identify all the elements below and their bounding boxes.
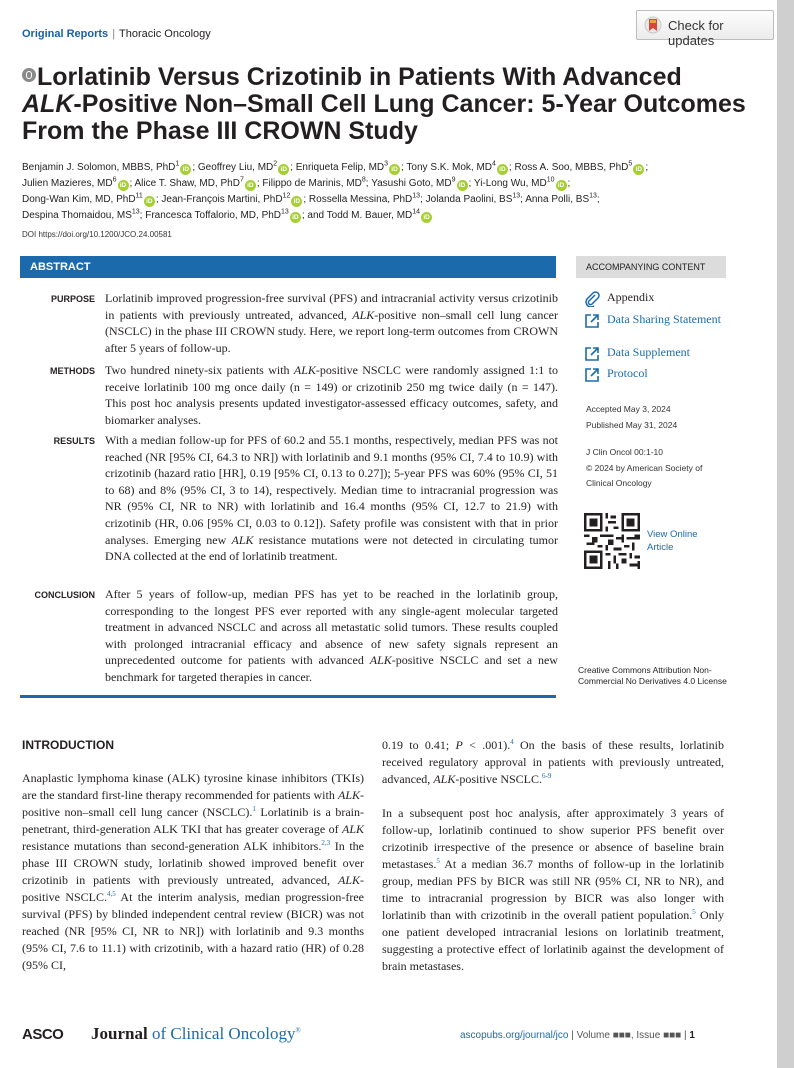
bookmark-update-icon (644, 16, 662, 34)
author-name: Enriqueta Felip, MD (295, 162, 385, 173)
author-name: Yi-Long Wu, MD (473, 178, 547, 189)
orcid-icon[interactable]: iD (144, 196, 155, 207)
check-for-updates-button[interactable] (636, 10, 774, 48)
results-text: With a median follow-up for PFS of 60.2 and 55.1 months, respectively, median PFS was not reached (NR [95% CI, 64.3 to NR]) with lorlatinib and 9.1 months (95% CI, 7.4 to 10.9) with crizotinib (hazard ratio [HR], 0.19 [95% CI, 0.13 to 0.27]); 5-year PFS was 60% (95% CI, 51 to 68) and 8% (95% CI, 3 to 14), respectively. Median time to intracranial progression was NR (95% CI, NR to NR) with lorlatinib and 16.4 months (95% CI, 12.7 to 21.9) with crizotinib (HR, 0.06 [95% CI, 0.03 to 0.12]). Safety profile was consistent with that in prior analyses. Emerging new ALK resistance mutations were not detected in circulating tumor DNA collected at the end of lorlatinib treatment. (105, 433, 559, 564)
accompanying-heading-bar: ACCOMPANYING CONTENT (576, 256, 726, 278)
orcid-icon[interactable]: iD (290, 212, 301, 223)
orcid-icon[interactable]: iD (389, 164, 400, 175)
author-name: Benjamin J. Solomon, MBBS, PhD (22, 162, 176, 173)
author-name: Francesca Toffalorio, MD, PhD (145, 210, 282, 221)
volume-issue: Volume ■■■, Issue ■■■ (576, 1030, 682, 1041)
journal-url[interactable]: ascopubs.org/journal/jco (460, 1030, 569, 1041)
accepted-date: Accepted May 3, 2024 (586, 404, 671, 414)
author-name: Ross A. Soo, MBBS, PhD (514, 162, 629, 173)
page-number: 1 (689, 1030, 695, 1041)
article-title: Lorlatinib Versus Crizotinib in Patients With Advanced ALK-Positive Non–Small Cell Lung Cancer: 5-Year Outcomes From the Phase III CROWN Study (22, 63, 746, 145)
author-name: Geoffrey Liu, MD (197, 162, 274, 173)
section-label: Original Reports (22, 28, 109, 40)
scrollbar[interactable] (777, 0, 794, 1068)
author-name: Todd M. Bauer, MD (326, 210, 413, 221)
orcid-icon[interactable]: iD (633, 164, 644, 175)
paperclip-icon (584, 291, 600, 307)
results-label: RESULTS (53, 436, 95, 446)
qr-code[interactable] (584, 513, 640, 569)
published-date: Published May 31, 2024 (586, 420, 678, 430)
conclusion-label: CONCLUSION (34, 590, 95, 600)
external-link-icon (584, 367, 600, 383)
conclusion-text: After 5 years of follow-up, median PFS has yet to be reached in the lorlatinib group, corresponding to the longest PFS ever reported with any single-agent molecular targeted treatment in advanced NSCLC and across all metastatic solid tumors. These results coupled with prolonged intracranial efficacy and absence of new safety signals represent an unprecedented outcome for patients with advanced ALK-positive NSCLC and set a new benchmark for targeted therapies in cancer. (105, 587, 558, 684)
footer-info: ascopubs.org/journal/jco | Volume ■■■, Issue ■■■ | 1 (460, 1030, 695, 1041)
open-access-icon (22, 68, 36, 82)
orcid-icon[interactable]: iD (118, 180, 129, 191)
introduction-heading: INTRODUCTION (22, 738, 114, 752)
orcid-icon[interactable]: iD (180, 164, 191, 175)
orcid-icon[interactable]: iD (291, 196, 302, 207)
author-name: Julien Mazieres, MD (22, 178, 113, 189)
doi[interactable]: DOI https://doi.org/10.1200/JCO.24.00581 (22, 230, 172, 239)
intro-column-left: Anaplastic lymphoma kinase (ALK) tyrosine kinase inhibitors (TKIs) are the standard first-line therapy recommended for patients with ALK-positive non–small cell lung cancer (NSCLC).$^1$ Lorlatinib is a brain-penetrant, third-generation ALK TKI that has greater coverage of ALK resistance mutations than second-generation ALK inhibitors.$^{2,3}$ In the phase III CROWN study, lorlatinib showed improved benefit over crizotinib in patients with previously untreated, advanced, ALK-positive NSCLC.$^{4,5}$ At the interim analysis, median progression-free survival (PFS) by blinded independent central review (BICR) was not reached (NR [95% CI, NR to NR]) with lorlatinib and 9.3 months (95% CI, 7.6 to 11.1) with crizotinib, with a hazard ratio (HR) of 0.28 (95% CI, (22, 771, 365, 972)
author-name: Rossella Messina, PhD (308, 194, 413, 205)
orcid-icon[interactable]: iD (556, 180, 567, 191)
author-name: Anna Polli, BS (525, 194, 590, 205)
purpose-label: PURPOSE (50, 294, 95, 304)
author-list: Benjamin J. Solomon, MBBS, PhD$^1$iD ; Geoffrey Liu, $MD^2iD$ ; Enriqueta Felip, $MD^3iD$ ; Tony S.K. Mok, $MD^4iD$ ; Ross A. Soo, MBBS, PhD$^5$iD ; Julien Mazieres, $MD^6iD$ ; Alice T. Shaw, MD, PhD$^7$iD ; Filippo de Marinis, $MD^8$; Yasushi Goto, $MD^9iD$ ; Yi-Long Wu, MD$^{10}$iD ; Dong-Wan Kim, MD, PhD$^{11}$iD ; Jean-François Martini, PhD$^{12}$iD ; Rossella Messina, PhD$^{13}$; Jolanda Paolini, BS$^{13}$; Anna Polli, BS$^{13}$; Despina Thomaidou, MS$^{13}$; Francesca Toffalorio, MD, PhD$^{13}$iD ; and Todd M. Bauer, MD$^{14}$iD (22, 160, 649, 221)
author-name: Tony S.K. Mok, MD (406, 162, 492, 173)
external-link-icon (584, 313, 600, 329)
license-text: Creative Commons Attribution Non-Commercial No Derivatives 4.0 License (578, 665, 727, 686)
section-header: Original Reports | Thoracic Oncology (22, 28, 211, 40)
external-link-icon (584, 346, 600, 362)
abstract-heading-bar: ABSTRACT (20, 256, 556, 278)
check-for-updates-label: Check for updates (668, 18, 724, 48)
author-name: Yasushi Goto, MD (371, 178, 452, 189)
journal-logo: Journal of Clinical Oncology® (91, 1024, 301, 1043)
copyright: © 2024 by American Society of Clinical Oncology (586, 463, 703, 488)
author-name: Alice T. Shaw, MD, PhD (134, 178, 240, 189)
intro-column-right: 0.19 to 0.41; P < .001).$^4$ On the basis of these results, lorlatinib received regulatory approval in patients with previously untreated, advanced, ALK-positive NSCLC.$^{6-9}$ In a subsequent post hoc analysis, after approximately 3 years of follow-up, lorlatinib continued to show superior PFS benefit over crizotinib irrespective of the presence or absence of baseline brain metastases.$^5$ At a median 36.7 months of follow-up in the lorlatinib group, median PFS by BICR was still NR (95% CI, NR to NR), and time to intracranial progression by BICR was also longer with lorlatinib than with crizotinib in the overall patient population.$^5$ Only one patient developed intracranial lesions on lorlatinib treatment, suggesting a protective effect of lorlatinib against the development of brain metastases. (382, 738, 725, 973)
citation: J Clin Oncol 00:1-10 (586, 447, 664, 457)
abstract-bottom-rule (20, 695, 556, 698)
orcid-icon[interactable]: iD (497, 164, 508, 175)
orcid-icon[interactable]: iD (457, 180, 468, 191)
orcid-icon[interactable]: iD (245, 180, 256, 191)
view-online-link[interactable]: View Online Article (647, 529, 698, 553)
methods-text: Two hundred ninety-six patients with ALK-positive NSCLC were randomly assigned 1:1 to receive lorlatinib 100 mg once daily (n = 149) or crizotinib 250 mg twice daily (n = 147). This post hoc analysis presents updated investigator-assessed efficacy outcomes, safety, and biomarker analyses. (105, 363, 558, 427)
author-name: Jolanda Paolini, BS (425, 194, 513, 205)
orcid-icon[interactable]: iD (421, 212, 432, 223)
orcid-icon[interactable]: iD (278, 164, 289, 175)
category-label: Thoracic Oncology (119, 28, 211, 40)
methods-label: METHODS (50, 366, 95, 376)
author-name: Dong-Wan Kim, MD, PhD (22, 194, 136, 205)
author-name: Despina Thomaidou, MS (22, 210, 132, 221)
asco-logo: ASCO (22, 1026, 64, 1043)
author-name: Filippo de Marinis, MD (262, 178, 362, 189)
purpose-text: Lorlatinib improved progression-free survival (PFS) and intracranial activity versus crizotinib in patients with previously untreated, advanced, ALK-positive non–small cell lung cancer (NSCLC) in the phase III CROWN study. Here, we report long-term outcomes from CROWN after 5 years of follow-up. (105, 291, 558, 355)
author-name: Jean-François Martini, PhD (161, 194, 283, 205)
